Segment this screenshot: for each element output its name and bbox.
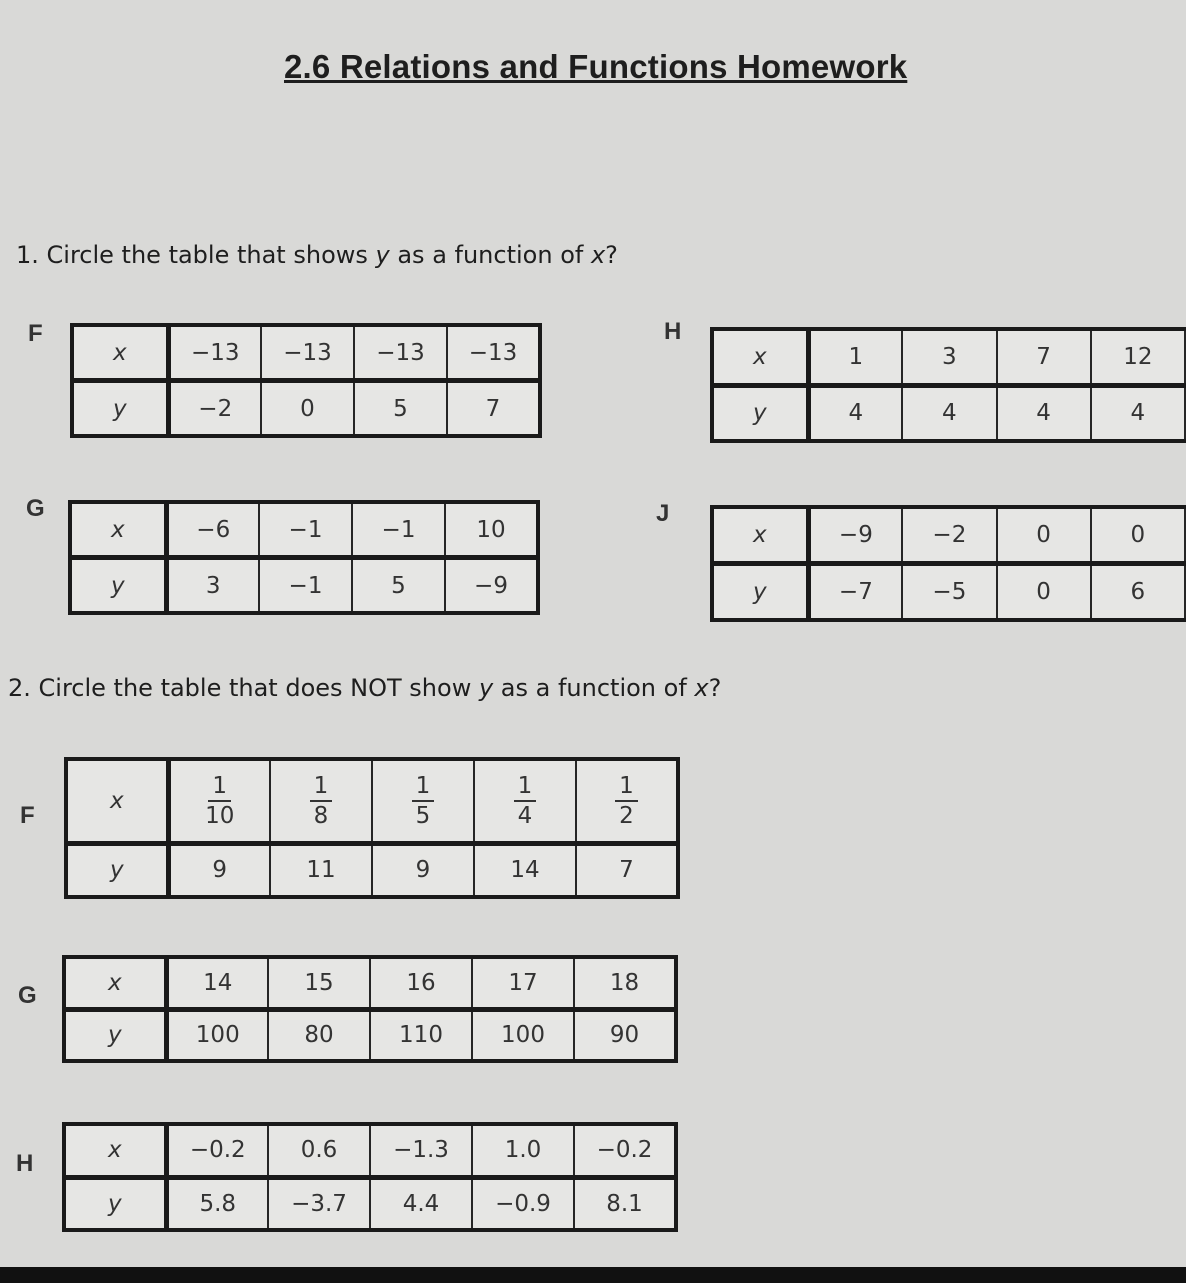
y-cell: 5.8 (166, 1177, 268, 1230)
y-cell: 3 (166, 558, 259, 614)
question-1-text-middle: as a function of (389, 241, 591, 269)
y-cell: 8.1 (574, 1177, 676, 1230)
x-header: x (64, 957, 166, 1009)
y-header: y (72, 381, 168, 437)
x-cell: 1 (808, 329, 902, 385)
y-cell: 4 (902, 385, 996, 441)
x-cell: −2 (902, 507, 996, 564)
y-cell: 7 (447, 381, 540, 437)
q2-table-f (64, 757, 680, 899)
x-cell: 7 (997, 329, 1091, 385)
fraction-denominator: 2 (619, 803, 634, 830)
question-2-text-after: ? (708, 674, 722, 702)
q1-table-h-label: H (664, 318, 682, 345)
x-header: x (712, 507, 808, 564)
x-cell: −13 (168, 325, 261, 381)
bottom-edge-bar (0, 1267, 1186, 1283)
x-cell: 3 (902, 329, 996, 385)
y-cell: 0 (261, 381, 354, 437)
question-2 (8, 674, 721, 702)
fraction-denominator: 8 (313, 803, 329, 830)
y-header: y (64, 1009, 166, 1061)
y-cell: 14 (474, 843, 576, 897)
x-cell: 0 (997, 507, 1091, 564)
y-cell: 11 (270, 843, 372, 897)
q1-table-g-label: G (26, 495, 45, 522)
y-cell: −0.9 (472, 1177, 574, 1230)
x-cell (576, 759, 678, 843)
x-cell: 1.0 (472, 1124, 574, 1177)
y-header: y (64, 1177, 166, 1230)
q2-table-h (62, 1122, 678, 1232)
question-2-var-x: x (694, 674, 709, 702)
q2-table-g (62, 955, 678, 1063)
fraction-numerator: 1 (514, 775, 537, 802)
q2-table-f-label: F (20, 802, 35, 829)
x-cell (474, 759, 576, 843)
y-cell: −3.7 (268, 1177, 370, 1230)
x-header: x (712, 329, 808, 385)
fraction-denominator: 4 (517, 803, 533, 830)
question-2-text-before: 2. Circle the table that does NOT show (8, 674, 479, 702)
q1-table-g (68, 500, 540, 615)
y-cell: −1 (259, 558, 352, 614)
y-header: y (712, 385, 808, 441)
fraction-denominator: 5 (415, 803, 431, 830)
fraction (514, 775, 537, 828)
q2-table-h-label: H (16, 1150, 34, 1177)
x-header: x (70, 502, 166, 558)
question-2-var-y: y (478, 674, 494, 702)
y-header: y (712, 564, 808, 621)
question-1 (16, 241, 618, 269)
fraction-numerator: 1 (208, 775, 231, 802)
y-cell: 4.4 (370, 1177, 472, 1230)
x-header: x (72, 325, 168, 381)
fraction-numerator: 1 (310, 775, 333, 802)
q1-table-h (710, 327, 1186, 443)
y-cell: 9 (168, 843, 270, 897)
x-cell: 10 (445, 502, 538, 558)
y-cell: 7 (576, 843, 678, 897)
q2-table-g-label: G (18, 982, 37, 1009)
x-cell: 12 (1091, 329, 1185, 385)
x-cell: −1 (352, 502, 445, 558)
y-cell: 0 (997, 564, 1091, 621)
x-cell: −1 (259, 502, 352, 558)
x-cell: 16 (370, 957, 472, 1009)
y-cell: 4 (808, 385, 902, 441)
y-cell: 5 (352, 558, 445, 614)
x-cell: −1.3 (370, 1124, 472, 1177)
y-cell: 90 (574, 1009, 676, 1061)
y-cell: 80 (268, 1009, 370, 1061)
x-cell: 14 (166, 957, 268, 1009)
y-header: y (66, 843, 168, 897)
x-cell: 15 (268, 957, 370, 1009)
page-title: 2.6 Relations and Functions Homework (284, 48, 908, 85)
fraction-numerator: 1 (412, 775, 435, 802)
y-cell: 4 (1091, 385, 1185, 441)
x-cell (372, 759, 474, 843)
x-cell: −0.2 (166, 1124, 268, 1177)
x-cell: −6 (166, 502, 259, 558)
x-cell: −13 (447, 325, 540, 381)
y-header: y (70, 558, 166, 614)
y-cell: 4 (997, 385, 1091, 441)
question-1-text-before: 1. Circle the table that shows (16, 241, 376, 269)
q1-table-f (70, 323, 542, 438)
x-cell: 17 (472, 957, 574, 1009)
question-2-text-middle: as a function of (493, 674, 695, 702)
y-cell: 5 (354, 381, 447, 437)
question-1-text-after: ? (605, 241, 618, 269)
x-cell: −13 (261, 325, 354, 381)
x-cell: 0 (1091, 507, 1185, 564)
y-cell: −9 (445, 558, 538, 614)
fraction-numerator: 1 (615, 775, 638, 802)
x-header: x (66, 759, 168, 843)
q1-table-j-label: J (656, 500, 670, 527)
y-cell: 100 (166, 1009, 268, 1061)
x-cell: −9 (808, 507, 902, 564)
y-cell: 110 (370, 1009, 472, 1061)
y-cell: −5 (902, 564, 996, 621)
fraction-denominator: 10 (205, 803, 235, 830)
x-cell: −13 (354, 325, 447, 381)
x-cell (168, 759, 270, 843)
fraction (310, 775, 333, 828)
y-cell: −7 (808, 564, 902, 621)
x-cell: −0.2 (574, 1124, 676, 1177)
x-cell: 18 (574, 957, 676, 1009)
question-1-var-y: y (375, 241, 390, 269)
x-cell: 0.6 (268, 1124, 370, 1177)
y-cell: 100 (472, 1009, 574, 1061)
q1-table-j (710, 505, 1186, 622)
q1-table-f-label: F (28, 320, 43, 347)
y-cell: −2 (168, 381, 261, 437)
fraction (615, 775, 638, 828)
fraction (412, 775, 435, 828)
x-header: x (64, 1124, 166, 1177)
fraction (205, 775, 234, 828)
question-1-var-x: x (590, 241, 606, 269)
y-cell: 9 (372, 843, 474, 897)
x-cell (270, 759, 372, 843)
y-cell: 6 (1091, 564, 1185, 621)
